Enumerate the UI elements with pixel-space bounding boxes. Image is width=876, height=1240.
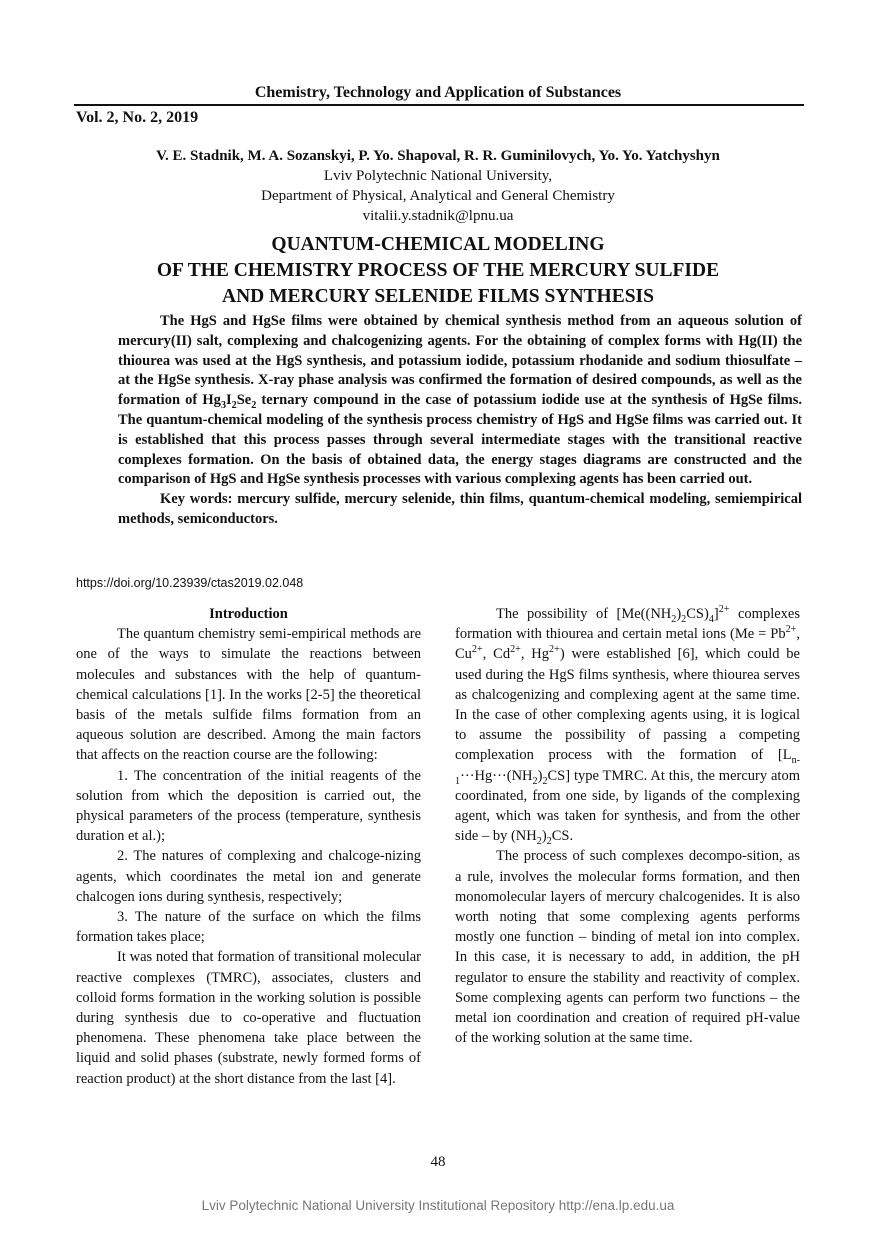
volume-label: Vol. 2, No. 2, 2019 — [76, 109, 199, 126]
list-item: 1. The concentration of the initial reagents of the solution from which the deposition is carried out, the physical parameters of the process (temperature, synthesis duration et al.); — [76, 767, 421, 845]
subscript: 2 — [542, 775, 548, 787]
subscript: 2 — [532, 775, 538, 787]
superscript: 2+ — [785, 624, 797, 636]
paper-title — [0, 232, 876, 310]
doi-link[interactable]: https://doi.org/10.23939/ctas2019.02.048 — [76, 576, 304, 590]
journal-title: Chemistry, Technology and Application of Substances — [254, 84, 622, 101]
text-run: ) were established [6], which could be used during the HgS films synthesis, where thiourea serves as chalcogenizing and complexing agent at the same time. In the case of other complexing agents using, it is logical to assume the possibility of passing a competing complexation process with the formation of [L — [455, 646, 800, 764]
paragraph: It was noted that formation of transitional molecular reactive complexes (TMRC), associates, clusters and colloid forms formation in the working solution is possible during synthesis due to co-operative and fluctuation phenomena. These phenomena take place between the liquid and solid phases (substrate, newly formed forms of reaction product) at the short distance from the last [4]. — [76, 949, 421, 1087]
list-item: 3. The nature of the surface on which the films formation takes place; — [76, 909, 421, 946]
formula-sub: 2 — [251, 400, 257, 412]
header-rule — [74, 104, 804, 106]
text-run: , Cd — [482, 646, 511, 663]
author-names: V. E. Stadnik, M. A. Sozanskyi, P. Yo. Shapoval, R. R. Guminilovych, Yo. Yo. Yatchyshyn — [156, 148, 720, 164]
superscript: 2+ — [718, 604, 730, 616]
subscript: 2 — [546, 836, 552, 848]
text-run: CS] type TMRC. At this, the mercury atom coordinated, from one side, by ligands of the complexing agent, which was taken for synthesis, and from the other side – by (NH — [455, 767, 800, 845]
text-run: , Hg — [520, 646, 550, 663]
subscript: 2 — [671, 613, 677, 625]
formula-sub: 2 — [231, 400, 237, 412]
affiliation-university: Lviv Polytechnic National University, — [323, 168, 553, 184]
keywords: Key words: mercury sulfide, mercury selenide, thin films, quantum-chemical modeling, semiempirical methods, semiconductors. — [118, 491, 802, 527]
abstract-part-2: ternary compound in the case of potassium iodide use at the synthesis of HgSe films. The quantum-chemical modeling of the synthesis process chemistry of HgS and HgSe films was carried out. It is established that this process passes through several intermediate stages with the transitional reactive complexes formation. On the basis of obtained data, the energy stages diagrams are constructed and the comparison of HgS and HgSe synthesis processes with various complexing agents has been carried out. — [118, 392, 803, 488]
title-line-1: QUANTUM-CHEMICAL MODELING — [271, 234, 605, 255]
text-run: The possibility of [Me((NH — [496, 606, 672, 622]
list-item: 2. The natures of complexing and chalcoge-nizing agents, which coordinates the metal ion and generate chalcogen ions during synthesis, respectively; — [76, 848, 421, 905]
abstract — [118, 312, 802, 530]
section-heading-introduction: Introduction — [209, 606, 288, 622]
text-run: , Cu — [455, 626, 800, 663]
author-email: vitalii.y.stadnik@lpnu.ua — [362, 208, 514, 224]
formula-se: Se — [236, 392, 252, 409]
text-run: ···Hg···(NH — [460, 767, 533, 784]
subscript: 4 — [708, 613, 714, 625]
paragraph: The process of such complexes decompo-sition, as a rule, involves the molecular forms formation, and then monomolecular layers of mercury chalcogenides. It is also worth noting that some complexing agents performs mostly one function – binding of metal ion into complex. In this case, it is necessary to add, in addition, the pH regulator to ensure the stability and reactivity of complex. Some complexing agents can perform two functions – the metal ion coordination and creation of required pH-value of the working solution at the same time. — [455, 848, 800, 1047]
formula-i: I — [226, 392, 232, 409]
title-line-2: OF THE CHEMISTRY PROCESS OF THE MERCURY SULFIDE — [156, 260, 720, 281]
subscript: 2 — [536, 836, 542, 848]
superscript: 2+ — [549, 644, 560, 656]
right-column — [455, 604, 800, 1048]
text-run: CS. — [551, 828, 574, 845]
title-line-3: AND MERCURY SELENIDE FILMS SYNTHESIS — [221, 286, 654, 307]
subscript: 2 — [681, 613, 687, 625]
superscript: 2+ — [471, 644, 483, 656]
abstract-text — [118, 312, 802, 490]
text-run: complexes formation with thiourea and certain metal ions (Me = Pb — [455, 606, 800, 643]
formula-sub: 3 — [220, 400, 226, 412]
left-column — [76, 604, 421, 1089]
abstract-part-1: The HgS and HgSe films were obtained by chemical synthesis method from an aqueous solution of mercury(II) salt, complexing and chalcogenizing agents. For the obtaining of complex forms with Hg(II) the thiourea was used at the HgS synthesis, and potassium iodide, potassium rhodanide and sodium thiosulfate – at the HgSe synthesis. X-ray phase analysis was confirmed the formation of desired compounds, as well as the formation of — [118, 313, 802, 409]
page-number: 48 — [430, 1154, 446, 1170]
text-run: CS) — [686, 606, 709, 622]
text-run: ) — [537, 767, 543, 784]
subscript: n-1 — [455, 755, 800, 787]
paragraph: The quantum chemistry semi-empirical methods are one of the ways to simulate the reactions between molecules and substances with the help of quantum-chemical calculations [1]. In the works [2-5] the theoretical basis of the metals sulfide films formation from an aqueous solution are described. Among the main factors that affects on the reaction course are the following: — [76, 626, 421, 764]
formula-hg: Hg — [202, 392, 221, 409]
superscript: 2+ — [510, 644, 521, 656]
text-run: ) — [676, 606, 682, 622]
text-run: ] — [713, 606, 719, 622]
text-run: ) — [541, 828, 547, 845]
paragraph — [455, 604, 800, 846]
author-block — [0, 146, 876, 226]
affiliation-department: Department of Physical, Analytical and General Chemistry — [261, 188, 615, 204]
repository-footer[interactable]: Lviv Polytechnic National University Institutional Repository http://ena.lp.edu.ua — [201, 1198, 675, 1213]
